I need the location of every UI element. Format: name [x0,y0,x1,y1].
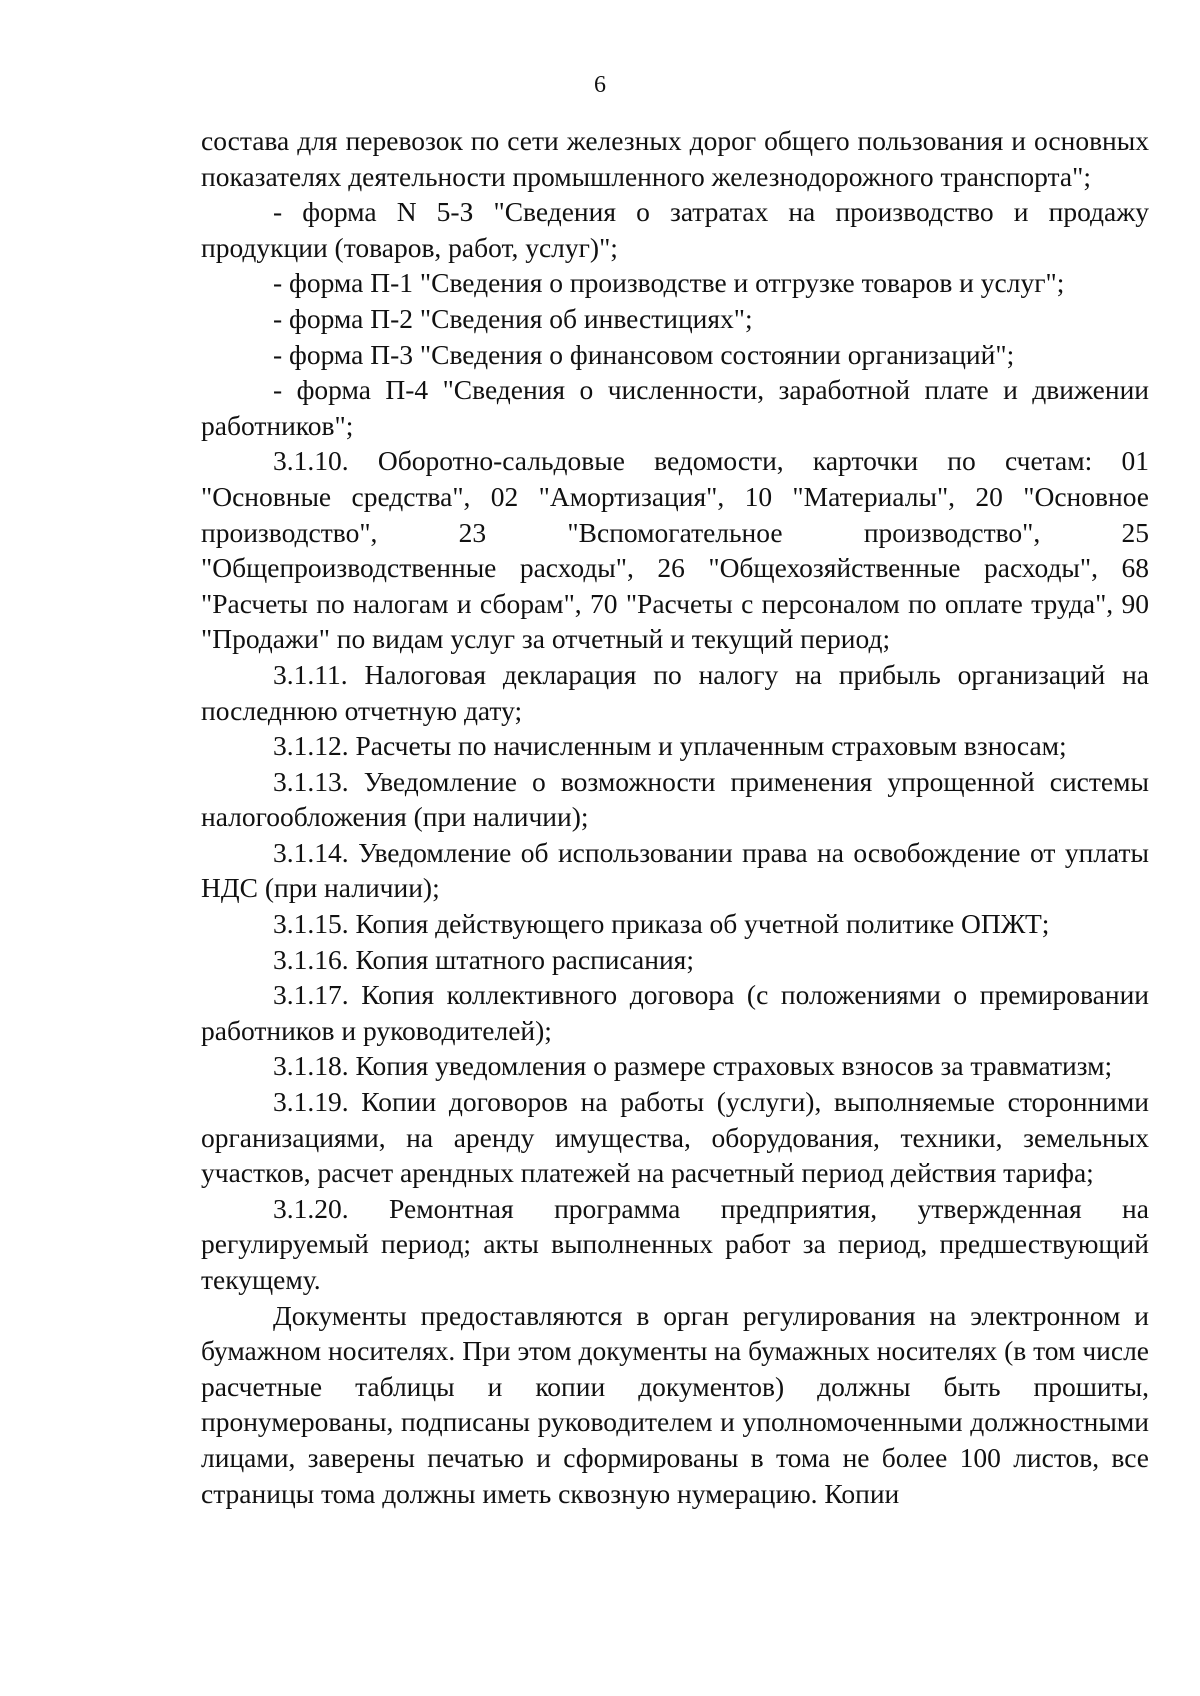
clause-3-1-14: 3.1.14. Уведомление об использовании права на освобождение от уплаты НДС (при наличии); [201,836,1149,904]
list-item-form-p3: - форма П-3 "Сведения о финансовом состоянии организаций"; [273,338,1015,370]
clause-3-1-15: 3.1.15. Копия действующего приказа об учетной политике ОПЖТ; [273,908,1050,940]
list-item-form-5z: - форма N 5-З "Сведения о затратах на производство и продажу продукции (товаров, работ, услуг)"; [201,196,1149,263]
list-item-form-p1: - форма П-1 "Сведения о производстве и отгрузке товаров и услуг"; [273,267,1065,299]
clause-3-1-11: 3.1.11. Налоговая декларация по налогу на прибыль организаций на последнюю отчетную дату; [201,658,1149,726]
page-number: 6 [594,72,606,98]
paragraph-continuation: состава для перевозок по сети железных дорог общего пользования и основных показателях деятельности промышленного железнодорожного транспорта"; [201,125,1149,192]
clause-3-1-12: 3.1.12. Расчеты по начисленным и уплаченным страховым взносам; [273,730,1067,762]
clause-3-1-20: 3.1.20. Ремонтная программа предприятия, утвержденная на регулируемый период; акты выполненных работ за период, предшествующий текущему. [201,1192,1149,1295]
clause-3-1-16: 3.1.16. Копия штатного расписания; [273,943,694,975]
list-item-form-p2: - форма П-2 "Сведения об инвестициях"; [273,302,753,334]
clause-3-1-10: 3.1.10. Оборотно-сальдовые ведомости, карточки по счетам: 01 "Основные средства", 02 "Амортизация", 10 "Материалы", 20 "Основное производство", 23 "Вспомогательное производство", 25 "Общепроизводственные расходы", 26 "Общехозяйственные расходы", 68 "Расчеты по налогам и сборам", 70 "Расчеты с персоналом по оплате труда", 90 "Продажи" по видам услуг за отчетный и текущий период; [201,445,1149,655]
clause-3-1-17: 3.1.17. Копия коллективного договора (с положениями о премировании работников и руководителей); [201,979,1149,1046]
list-item-form-p4: - форма П-4 "Сведения о численности, заработной плате и движении работников"; [201,374,1149,441]
document-body [201,123,1149,1511]
clause-3-1-18: 3.1.18. Копия уведомления о размере страховых взносов за травматизм; [273,1050,1113,1082]
clause-3-1-13: 3.1.13. Уведомление о возможности применения упрощенной системы налогообложения (при наличии); [201,765,1149,833]
clause-3-1-19: 3.1.19. Копии договоров на работы (услуги), выполняемые сторонними организациями, на аренду имущества, оборудования, техники, земельных участков, расчет арендных платежей на расчетный период действия тарифа; [201,1086,1149,1189]
paragraph-documents-submission: Документы предоставляются в орган регулирования на электронном и бумажном носителях. При этом документы на бумажных носителях (в том числе расчетные таблицы и копии документов) должны быть прошиты, пронумерованы, подписаны руководителем и уполномоченными должностными лицами, заверены печатью и сформированы в тома не более 100 листов, все страницы тома должны иметь сквозную нумерацию. Копии [201,1299,1149,1509]
